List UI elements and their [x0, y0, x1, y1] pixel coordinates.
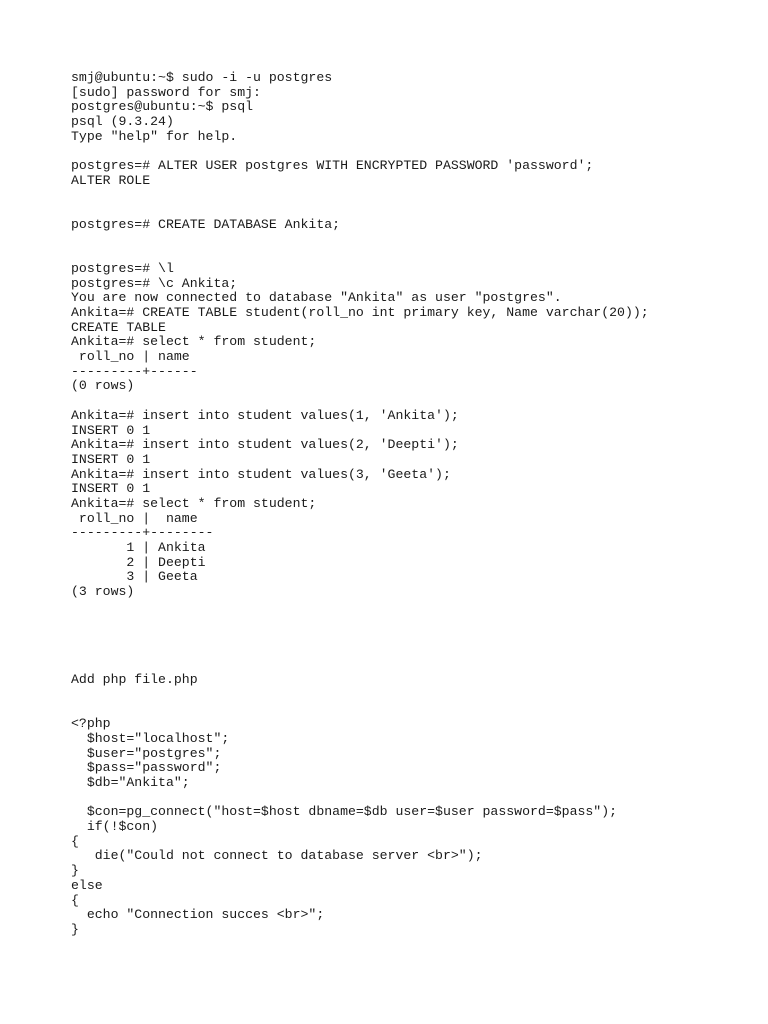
text-line: postgres=# ALTER USER postgres WITH ENCRYPTED PASSWORD 'password'; [71, 158, 594, 174]
text-line [71, 233, 751, 248]
text-line: 1 | Ankita [71, 540, 206, 555]
text-line: roll_no | name [71, 349, 190, 365]
text-line: (3 rows) [71, 584, 135, 600]
text-line: INSERT 0 1 [71, 422, 151, 438]
text-line: psql (9.3.24) [71, 114, 174, 130]
text-line: (0 rows) [71, 378, 135, 394]
text-line: INSERT 0 1 [71, 481, 151, 497]
text-line [71, 644, 751, 659]
text-line: ---------+------ [71, 363, 198, 379]
text-line: postgres=# \l [71, 260, 174, 276]
text-line [71, 247, 751, 262]
text-line: Ankita=# insert into student values(2, 'Deepti'); [71, 437, 459, 453]
text-line [71, 791, 751, 806]
text-line: Type "help" for help. [71, 128, 238, 144]
text-line [71, 688, 751, 703]
text-line: $con=pg_connect("host=$host dbname=$db user=$user password=$pass"); [71, 804, 618, 820]
text-line [71, 203, 751, 218]
text-line: if(!$con) [71, 819, 159, 835]
text-line: postgres=# \c Ankita; [71, 275, 238, 291]
text-line: $host="localhost"; [71, 730, 230, 746]
text-line: CREATE TABLE [71, 319, 166, 335]
text-line: $db="Ankita"; [71, 775, 190, 790]
text-line: Ankita=# insert into student values(1, 'Ankita'); [71, 407, 459, 423]
text-line: Ankita=# CREATE TABLE student(roll_no int primary key, Name varchar(20)); [71, 305, 649, 320]
text-line: postgres@ubuntu:~$ psql [71, 99, 254, 115]
text-line: $user="postgres"; [71, 745, 222, 761]
text-line: smj@ubuntu:~$ sudo -i -u postgres [71, 70, 333, 85]
text-line [71, 394, 751, 409]
text-line: ---------+-------- [71, 525, 214, 541]
text-line: postgres=# CREATE DATABASE Ankita; [71, 216, 341, 232]
text-line: 3 | Geeta [71, 569, 198, 585]
text-line [71, 600, 751, 615]
text-line [71, 703, 751, 718]
text-line: You are now connected to database "Ankita" as user "postgres". [71, 290, 562, 306]
text-line: else [71, 877, 103, 893]
text-line: Ankita=# insert into student values(3, 'Geeta'); [71, 466, 451, 482]
document-page [71, 71, 751, 938]
text-line: <?php [71, 716, 111, 732]
text-line: } [71, 921, 79, 937]
text-line: echo "Connection succes <br>"; [71, 907, 325, 923]
text-line [71, 189, 751, 204]
text-line: Ankita=# select * from student; [71, 495, 317, 511]
text-line [71, 144, 751, 159]
text-line [71, 659, 751, 674]
text-line: INSERT 0 1 [71, 451, 151, 467]
text-line: 2 | Deepti [71, 554, 206, 570]
text-line: { [71, 892, 79, 908]
text-line: } [71, 863, 79, 879]
text-line: die("Could not connect to database server <br>"); [71, 848, 483, 864]
text-line: Ankita=# select * from student; [71, 334, 317, 350]
text-line: ALTER ROLE [71, 172, 151, 188]
text-line: [sudo] password for smj: [71, 84, 261, 100]
text-line: roll_no | name [71, 510, 198, 526]
text-line: $pass="password"; [71, 760, 222, 776]
text-line [71, 614, 751, 629]
text-line [71, 629, 751, 644]
text-line: { [71, 833, 79, 849]
text-line: Add php file.php [71, 672, 198, 688]
